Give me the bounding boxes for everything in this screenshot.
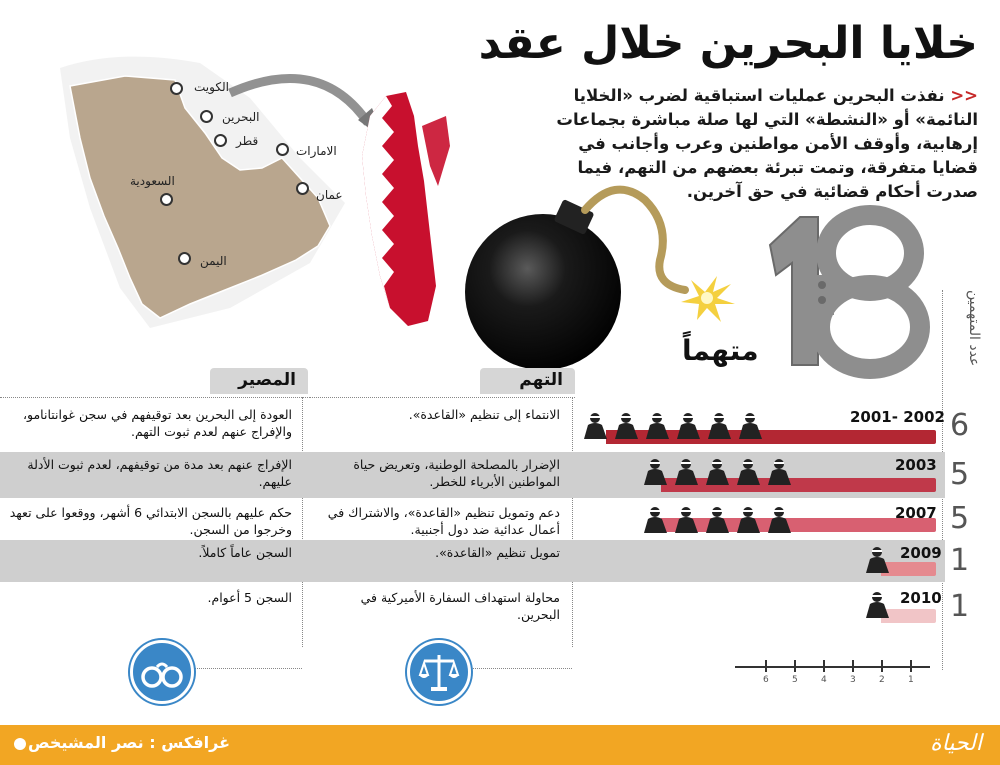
accused-figures	[580, 412, 764, 440]
case-charge: دعم وتمويل تنظيم «القاعدة»، والاشتراك في أعمال عدائية ضد دول أجنبية.	[327, 505, 560, 537]
accused-figure-icon	[735, 412, 764, 440]
case-count: 1	[950, 543, 970, 578]
accused-figure-icon	[702, 506, 731, 534]
axis-tick-label: 3	[850, 675, 856, 685]
case-row	[0, 585, 970, 629]
accused-figure-icon	[611, 412, 640, 440]
case-fate: الإفراج عنهم بعد مدة من توقيفهم، لعدم ثبوت الأدلة عليهم.	[27, 457, 292, 489]
map-pin-kuwait	[170, 82, 183, 95]
map-label-kuwait: الكويت	[194, 80, 229, 94]
axis-tick	[852, 660, 854, 672]
case-count: 5	[950, 457, 970, 492]
case-charge: الإضرار بالمصلحة الوطنية، وتعريض حياة المواطنين الأبرياء للخطر.	[353, 457, 560, 489]
axis-tick	[823, 660, 825, 672]
accused-figure-icon	[704, 412, 733, 440]
case-row	[0, 540, 970, 582]
accused-figure-icon	[580, 412, 609, 440]
bahrain-flag-island	[358, 86, 453, 331]
map-pin-uae	[276, 143, 289, 156]
case-year: 2007	[895, 504, 937, 522]
page-title: خلايا البحرين خلال عقد	[478, 18, 978, 69]
accused-figure-icon	[733, 458, 762, 486]
intro-text: نفذت البحرين عمليات استباقية لضرب «الخلايا النائمة» أو «النشطة» التي لها صلة مباشرة بجماعات إرهابية، وأوقف الأمن مواطنين وعرب وأجانب في قضايا متفرقة، وتمت تبرئة بعضهم من التهم، فيما صدرت أحكام قضائية في حق آخرين.	[556, 86, 978, 201]
map-label-bahrain: البحرين	[222, 110, 260, 124]
map-label-saudi: السعودية	[130, 174, 175, 188]
axis-tick	[765, 660, 767, 672]
axis-title: عدد المتهمين	[966, 290, 982, 367]
accused-figure-icon	[640, 458, 669, 486]
accused-figure-icon	[702, 458, 731, 486]
map-pin-qatar	[214, 134, 227, 147]
case-year: 2009	[900, 544, 942, 562]
axis-tick-label: 5	[792, 675, 798, 685]
accused-figure-icon	[733, 506, 762, 534]
case-charge: محاولة استهداف السفارة الأميركية في البحرين.	[360, 590, 560, 622]
case-year: 2010	[900, 589, 942, 607]
case-row	[0, 402, 970, 450]
case-count: 1	[950, 589, 970, 624]
footer-bar	[0, 725, 1000, 765]
accused-figure-icon	[862, 546, 891, 574]
accused-figures	[862, 546, 891, 574]
axis-tick-label: 1	[908, 675, 914, 685]
accused-figure-icon	[642, 412, 671, 440]
map-pin-oman	[296, 182, 309, 195]
map-label-oman: عمان	[316, 188, 343, 202]
map-label-yemen: اليمن	[200, 254, 227, 268]
map-label-uae: الامارات	[296, 144, 337, 158]
newspaper-logo: الحياة	[930, 731, 982, 756]
header-charges: التهم	[480, 368, 575, 394]
accused-figures	[640, 506, 793, 534]
gulf-map	[0, 28, 470, 338]
handcuffs-icon	[130, 640, 194, 704]
map-pin-saudi	[160, 193, 173, 206]
accused-figure-icon	[764, 506, 793, 534]
accused-figure-icon	[673, 412, 702, 440]
axis-tick	[794, 660, 796, 672]
map-pin-bahrain	[200, 110, 213, 123]
case-row	[0, 500, 970, 538]
accused-figure-icon	[764, 458, 793, 486]
case-count: 6	[950, 408, 970, 443]
case-fate: السجن عاماً كاملاً.	[198, 545, 292, 560]
case-charge: تمويل تنظيم «القاعدة».	[435, 545, 560, 560]
axis-tick	[910, 660, 912, 672]
header-fate: المصير	[210, 368, 308, 394]
footer-credit: غرافكس : نصر المشيخص	[28, 733, 230, 752]
map-pin-yemen	[178, 252, 191, 265]
map-label-qatar: قطر	[236, 134, 259, 148]
scales-of-justice-icon	[407, 640, 471, 704]
case-charge: الانتماء إلى تنظيم «القاعدة».	[408, 407, 560, 422]
axis-tick	[881, 660, 883, 672]
axis-tick-label: 4	[821, 675, 827, 685]
case-row	[0, 452, 970, 498]
intro-chevron: <<	[950, 86, 978, 105]
case-year: 2001- 2002	[850, 408, 945, 426]
axis-tick-label: 2	[879, 675, 885, 685]
accused-figure-icon	[671, 506, 700, 534]
fate-rule	[0, 397, 310, 398]
case-fate: العودة إلى البحرين بعد توقيفهم في سجن غوانتانامو، والإفراج عنهم لعدم ثبوت التهم.	[22, 407, 292, 439]
footer-bullet	[14, 738, 26, 750]
accused-figures	[640, 458, 793, 486]
number-18-handcuffs	[760, 205, 930, 380]
case-year: 2003	[895, 456, 937, 474]
case-fate: السجن 5 أعوام.	[207, 590, 292, 605]
case-count: 5	[950, 501, 970, 536]
bomb-icon	[465, 214, 621, 370]
axis-tick-label: 6	[763, 675, 769, 685]
accused-figure-icon	[640, 506, 669, 534]
case-fate: حكم عليهم بالسجن الابتدائي 6 أشهر، ووقعوا على تعهد وخرجوا من السجن.	[9, 505, 292, 537]
accused-figure-icon	[671, 458, 700, 486]
charges-rule	[310, 397, 575, 398]
accused-count-label: متهماً	[682, 334, 759, 367]
accused-figure-icon	[862, 591, 891, 619]
accused-figures	[862, 591, 891, 619]
